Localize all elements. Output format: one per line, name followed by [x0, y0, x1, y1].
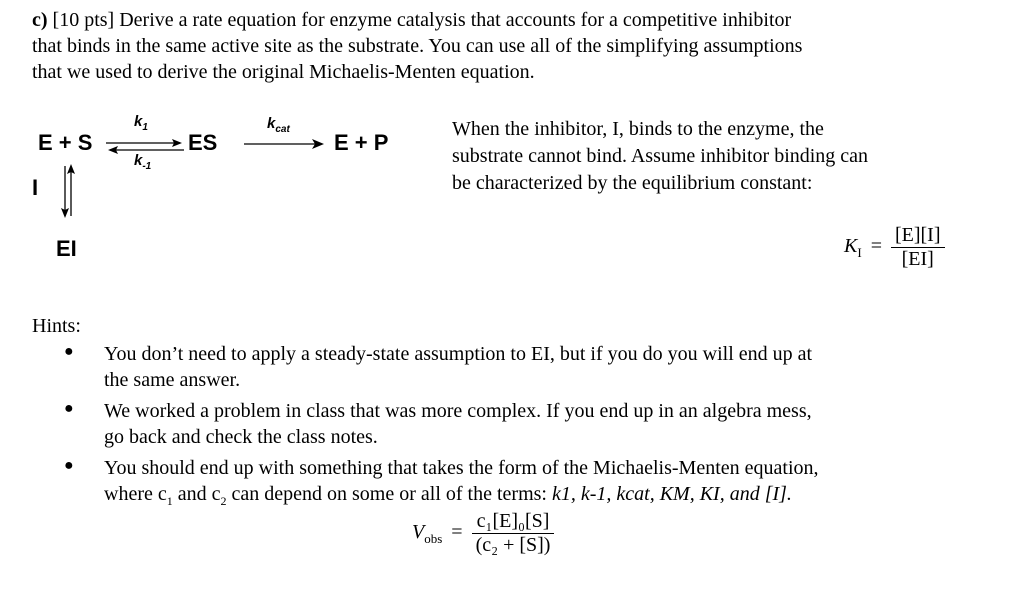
km1-subscript: -1: [142, 161, 152, 172]
description-line-3: be characterized by the equilibrium constant:: [452, 172, 813, 194]
scheme-reactants: E + S: [38, 130, 93, 155]
hint-bullet-1: ●: [64, 343, 74, 360]
km1-symbol: k: [134, 152, 143, 169]
forward-arrow-icon: [244, 137, 326, 151]
description-line-2: substrate cannot bind. Assume inhibitor binding can: [452, 145, 869, 167]
hint-3-c2-sub: 2: [220, 494, 227, 508]
inhibitor-equilibrium-arrows-icon: [58, 162, 78, 222]
scheme-complex: ES: [188, 130, 218, 155]
vobs-numerator: c₁[E]₀[S]: [476, 510, 550, 532]
scheme-inhibited-complex: EI: [56, 236, 77, 261]
vobs-fraction: [472, 510, 555, 557]
ki-denominator: [EI]: [891, 247, 945, 271]
vobs-subscript: obs: [424, 531, 443, 547]
scheme-inhibitor: I: [32, 175, 39, 200]
hints-title: Hints:: [32, 315, 81, 337]
ki-numerator: [E][I]: [894, 224, 941, 246]
question-label: c): [32, 9, 48, 31]
ki-equation: [844, 224, 945, 271]
hint-3-text-c: and c: [172, 483, 221, 505]
question-line-1: [32, 7, 791, 33]
hint-3-terms: k1, k-1, kcat, KM, KI, and [I].: [551, 483, 792, 505]
hint-1-line-1: You don’t need to apply a steady-state assumption to EI, but if you do you will end up at: [104, 343, 813, 365]
vobs-symbol: V: [412, 521, 425, 544]
kcat-symbol: k: [267, 115, 276, 132]
rate-constant-k1: [134, 113, 148, 133]
description-line-1: When the inhibitor, I, binds to the enzyme, the: [452, 118, 824, 140]
vobs-equation: [412, 510, 554, 557]
hint-2-line-1: We worked a problem in class that was more complex. If you end up in an algebra mess,: [104, 400, 812, 422]
ki-subscript: I: [857, 245, 862, 261]
hint-3-text-a: where c: [104, 483, 167, 505]
scheme-products: E + P: [334, 130, 389, 155]
k1-subscript: 1: [142, 122, 148, 133]
k1-symbol: k: [134, 113, 143, 130]
question-text-1: [10 pts] Derive a rate equation for enzyme catalysis that accounts for a competitive inhibitor: [47, 9, 792, 31]
hint-3-line-1: You should end up with something that takes the form of the Michaelis-Menten equation,: [104, 457, 819, 479]
kcat-subscript: cat: [275, 124, 290, 135]
hint-bullet-2: ●: [64, 400, 74, 417]
rate-constant-k-minus-1: [134, 152, 151, 172]
hint-2-line-2: go back and check the class notes.: [104, 426, 378, 448]
ki-symbol: K: [844, 235, 858, 258]
hint-3-text-e: can depend on some or all of the terms:: [226, 483, 552, 505]
question-line-2: that binds in the same active site as the substrate. You can use all of the simplifying assumptions: [32, 35, 803, 57]
hint-1-line-2: the same answer.: [104, 369, 241, 391]
ki-fraction: [891, 224, 945, 271]
vobs-equals: =: [451, 521, 463, 544]
hint-3-c1-sub: 1: [166, 494, 173, 508]
ki-equals: =: [870, 235, 882, 258]
rate-constant-kcat: [267, 115, 290, 135]
question-line-3: that we used to derive the original Michaelis-Menten equation.: [32, 61, 535, 83]
hint-bullet-3: ●: [64, 457, 74, 474]
vobs-denominator: (c₂ + [S]): [472, 533, 555, 557]
